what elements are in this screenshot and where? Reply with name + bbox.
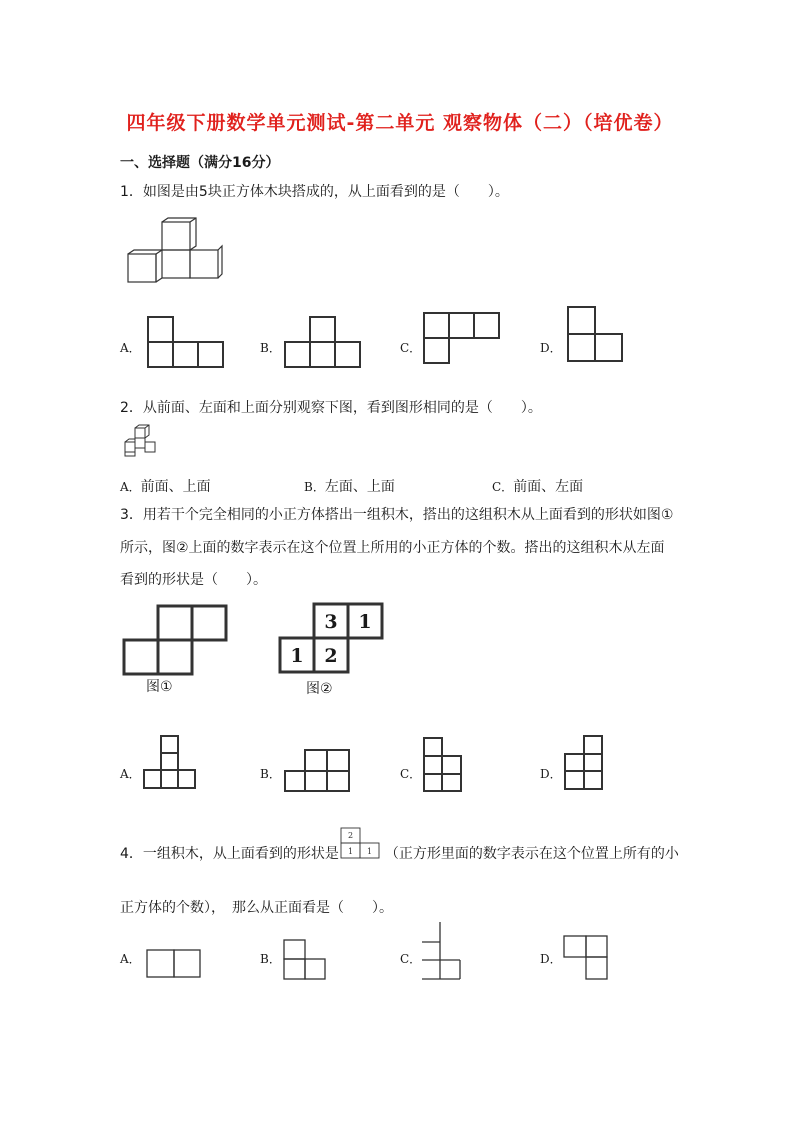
q3-figure-2 (278, 602, 386, 674)
question-4-line-1-end: （正方形里面的数字表示在这个位置上所有的小 (384, 846, 679, 862)
page-title: 四年级下册数学单元测试-第二单元 观察物体（二）（培优卷） (126, 112, 674, 134)
q3-option-c-figure (422, 736, 466, 794)
q4-inline-number-3: 1 (366, 847, 373, 856)
question-3-line-3: 看到的形状是（ ）。 (120, 572, 267, 588)
q4-option-c-figure (420, 920, 464, 982)
question-3-line-1: 3．用若干个完全相同的小正方体搭出一组积木，搭出的这组积木从上面看到的形状如图① (120, 507, 674, 523)
q3-option-a[interactable]: A． (120, 767, 141, 781)
q3-fig2-number-3: 1 (290, 645, 304, 667)
q4-option-d-figure (562, 934, 610, 982)
q3-option-b[interactable]: B． (260, 767, 281, 781)
q2-option-a-text: 前面、上面 (140, 479, 211, 495)
q3-option-a-figure (142, 734, 198, 792)
q3-fig2-number-2: 1 (358, 611, 372, 633)
q4-inline-number-2: 1 (347, 847, 354, 856)
q2-option-b-text: 左面、上面 (324, 479, 395, 495)
section-heading: 一、选择题（满分16分） (120, 155, 280, 171)
q4-inline-top-view (339, 826, 383, 862)
q2-cube-figure (121, 424, 161, 460)
q1-option-b-figure (283, 315, 363, 369)
q4-inline-number-1: 2 (347, 831, 354, 840)
q2-option-c-text: 前面、左面 (513, 479, 584, 495)
q3-fig2-number-4: 2 (324, 645, 338, 667)
q4-option-c[interactable]: C． (400, 952, 422, 966)
q3-figure-1 (122, 604, 230, 676)
q3-figure-2-caption: 图② (306, 681, 333, 697)
q1-option-b[interactable]: B． (260, 341, 281, 355)
q3-figure-1-caption: 图① (146, 679, 173, 695)
q3-option-b-figure (283, 748, 355, 794)
q1-option-a[interactable]: A． (120, 341, 141, 355)
q4-option-d[interactable]: D． (540, 952, 562, 966)
q3-option-c[interactable]: C． (400, 767, 422, 781)
q4-option-a-figure (145, 948, 203, 980)
question-4-line-1 (120, 844, 679, 864)
q3-option-d-figure (563, 734, 607, 794)
q1-option-c[interactable]: C． (400, 341, 422, 355)
q2-option-c[interactable] (492, 476, 583, 496)
question-1-text: 1．如图是由5块正方体木块搭成的，从上面看到的是（ ）。 (120, 184, 509, 200)
q2-option-c-letter: C． (492, 480, 514, 494)
question-4-line-2: 正方体的个数）， 那么从正面看是（ ）。 (120, 900, 393, 916)
q3-fig2-number-1: 3 (324, 611, 338, 633)
q2-option-a[interactable] (120, 476, 211, 496)
q1-option-a-figure (146, 315, 226, 369)
q1-option-d[interactable]: D． (540, 341, 562, 355)
question-2-text: 2．从前面、左面和上面分别观察下图，看到图形相同的是（ ）。 (120, 400, 542, 416)
q1-cube-figure (122, 216, 226, 288)
question-4-line-1-start: 4．一组积木，从上面看到的形状是 (120, 846, 339, 862)
q4-option-a[interactable]: A． (120, 952, 141, 966)
q2-option-b[interactable] (304, 476, 395, 496)
q1-option-c-figure (422, 311, 502, 365)
q3-option-d[interactable]: D． (540, 767, 562, 781)
q4-option-b-figure (282, 938, 328, 982)
q1-option-d-figure (566, 305, 626, 365)
q2-option-b-letter: B． (304, 480, 325, 494)
q2-option-a-letter: A． (120, 480, 141, 494)
q4-option-b[interactable]: B． (260, 952, 281, 966)
question-3-line-2: 所示，图②上面的数字表示在这个位置上所用的小正方体的个数。搭出的这组积木从左面 (120, 540, 665, 556)
